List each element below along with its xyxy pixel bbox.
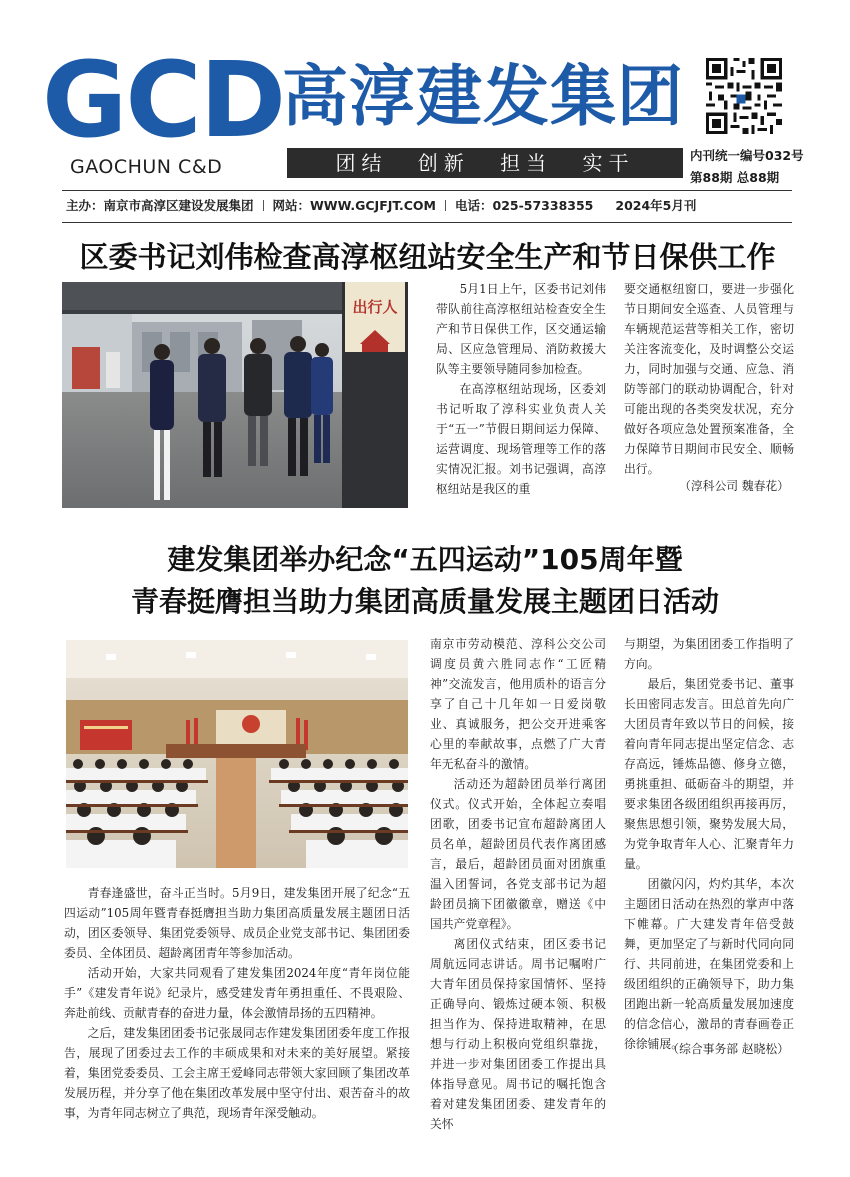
masthead-rule-bottom [62,222,792,223]
article1-paragraph: 5月1日上午，区委书记刘伟带队前往高淳枢纽站检查安全生产和节日保供工作，区交通运输局、区应急管理局、消防救援大队等主要领导随同参加检查。 [436,282,606,376]
issue-code: 内刊统一编号032号 [690,148,804,163]
article2-column2 [430,634,606,1134]
article2-paragraph: 之后，建发集团团委书记张晟同志作建发集团团委年度工作报告，展现了团委过去工作的丰硕成果和对未来的美好展望。紧接着，集团党委委员、工会主席王爱峰同志带领大家回顾了集团改革发展历程，并分享了他在集团改革发展中坚守付出、艰苦奋斗的故事，为青年同志树立了典范，现场青年深受触动。 [64,1026,410,1120]
issue-date: 2024年5月刊 [615,198,697,213]
svg-text:出行人: 出行人 [352,298,398,316]
qr-code-icon [706,58,782,134]
article2-paragraph: 离团仪式结束，团区委书记周航远同志讲话。周书记嘱咐广大青年团员保持家国情怀、坚持正确导向、锻炼过硬本领、积极担当作为、保持进取精神，在思想与行动上积极向党组织靠拢，并进一步对集团团委工作提出具体指导意见。周书记的嘱托饱含着对建发集团团委、建发青年的关怀 [430,937,606,1131]
article1-column1 [436,279,606,499]
article2-paragraph: 与期望，为集团团委工作指明了方向。 [624,637,794,671]
article2-left-text [64,883,410,1123]
phone-text: 电话：025-57338355 [455,198,594,213]
article1-photo [62,282,408,508]
article2-paragraph: 南京市劳动模范、淳科公交公司调度员黄六胜同志作“工匠精神”交流发言，他用质朴的语言分享了自己十几年如一日爱岗敬业、真诚服务，把公交开进乘客心里的奉献故事，点燃了广大青年无私奋斗的激情。 [430,637,606,771]
slogan-bar: 团结 创新 担当 实干 [287,148,683,178]
masthead-rule-top [62,190,792,191]
article1-paragraph: 要交通枢纽窗口，要进一步强化节日期间安全巡查、人员管理与车辆规范运营等相关工作，密切关注客流变化，及时调整公交运力，同时加强与交通、应急、消防等部门的联动协调配合，针对可能出现的各类突发状况，充分做好各项应急处置预案准备，全力保障节日期间市民安全、顺畅出行。 [624,282,794,476]
article2-column3 [624,634,794,1054]
article2-headline-line2: 青春挺膺担当助力集团高质量发展主题团日活动 [130,585,719,618]
article1-column2 [624,279,794,479]
article1-credit: （淳科公司 魏春花） [679,479,789,493]
separator [263,200,264,211]
gcd-logo [41,39,285,161]
article2-paragraph: 最后，集团党委书记、董事长田密同志发言。田总首先向广大团员青年致以节日的问候，接着向青年同志提出坚定信念、志存高远，锤炼品德、修身立德，勇挑重担、砥砺奋斗的期望，并要求集团各级团组织再接再厉，聚焦思想引领，聚势发展大局，为党争取青年人心、汇聚青年力量。 [624,677,794,871]
article2-paragraph: 团徽闪闪，灼灼其华，本次主题团日活动在热烈的掌声中落下帷幕。广大建发青年倍受鼓舞，更加坚定了与新时代同向同行、共同前进，在集团党委和上级团组织的正确领导下，助力集团跑出新一轮高质量发展加速度的信念信心，激昂的青春画卷正徐徐铺展。 [624,877,794,1051]
issue-number: 第88期 总88期 [690,170,780,185]
article2-paragraph: 活动还为超龄团员举行离团仪式。仪式开始，全体起立奏唱团歌，团委书记宣布超龄离团人员名单，超龄团员代表作离团感言，最后，超龄团员面对团旗重温入团誓词，各党支部书记为超龄团员摘下团徽徽章，赠送《中国共产党章程》。 [430,777,606,931]
article2-credit: （综合事务部 赵晓松） [667,1042,789,1056]
article2-paragraph: 青春逢盛世，奋斗正当时。5月9日，建发集团开展了纪念“五四运动”105周年暨青春挺膺担当助力集团高质量发展主题团日活动，团区委领导、集团党委领导、成员企业党支部书记、集团团委委员、全体团员、超龄离团青年等参加活动。 [64,886,410,960]
article1-headline: 区委书记刘伟检查高淳枢纽站安全生产和节日保供工作 [79,240,776,274]
logo-subtitle: GAOCHUN C&D [70,156,223,178]
article2-paragraph: 活动开始，大家共同观看了建发集团2024年度“青年岗位能手”《建发青年说》纪录片，感受建发青年勇担重任、不畏艰险、奔赴前线、贡献青春的奋进力量，体会激情昂扬的五四精神。 [64,966,410,1020]
separator [445,200,446,211]
newspaper-title: 高淳建发集团 [282,58,684,135]
article2-headline-line1: 建发集团举办纪念“五四运动”105周年暨 [167,543,683,576]
info-bar [66,196,796,216]
website-text: 网站：WWW.GCJFJT.COM [272,198,436,213]
sponsor-text: 主办：南京市高淳区建设发展集团 [66,198,254,213]
article1-paragraph: 在高淳枢纽站现场，区委刘书记听取了淳科实业负责人关于“五一”节假日期间运力保障、运营调度、现场管理等工作的落实情况汇报。刘书记强调，高淳枢纽站是我区的重 [436,382,606,496]
svg-text:GCD: GCD [41,39,285,161]
article2-photo [66,640,408,868]
